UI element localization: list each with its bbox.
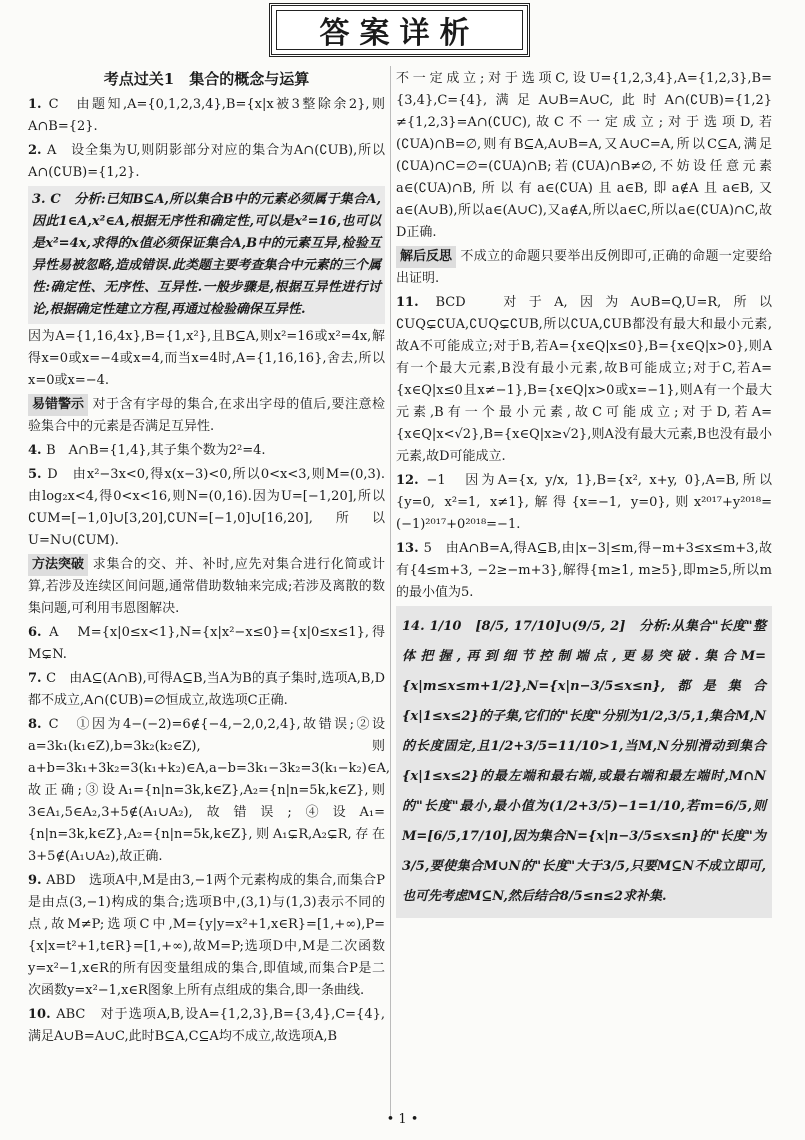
question-number: 14. — [402, 619, 430, 634]
answer-paragraph — [28, 622, 385, 666]
answer-paragraph — [28, 668, 385, 712]
answer-text: C ①因为4−(−2)=6∉{−4,−2,0,2,4},故错误;②设a=3k₁(k₁∈Z),b=3k₂(k₂∈Z),则a+b=3k₁+3k₂=3(k₁+k₂)∈A,a−b=3k₁−3k₂=3(k₁−k₂)∈A,故正确;③设A₁={n|n=3k,k∈Z},A₂={n|n=5k,k∈Z},则3∈A₁,5∈A₂,3+5∉(A₁∪A₂),故错误;④设A₁={n|n=3k,k∈Z},A₂={n|n=5k,k∈Z},则A₁⊊R,A₂⊊R,存在3+5∉(A₁∪A₂),故正确. — [28, 717, 390, 864]
answer-paragraph — [396, 606, 772, 918]
question-number: 9. — [28, 873, 47, 888]
question-number: 7. — [28, 671, 47, 686]
section-title: 考点过关1 集合的概念与运算 — [103, 70, 310, 88]
question-number: 5. — [28, 467, 48, 482]
page-number: • 1 • — [386, 1112, 419, 1127]
answer-paragraph — [28, 1004, 385, 1048]
answer-text: C 分析:已知B⊆A,所以集合B中的元素必须属于集合A,因此1∈A,x²∈A,根据无序性和确定性,可以是x²=16,也可以是x²=4x,求得的x值必须保证集合A,B中的元素互异,检验互异性易被忽略,造成错误.此类题主要考查集合中元素的三个属性:确定性、无序性、互异性.一般步骤是,根据互异性进行讨论,根据确定性建立方程,再通过检验确保互异性. — [32, 192, 381, 317]
question-number: 13. — [396, 541, 424, 556]
answer-text: ABD 选项A中,M是由3,−1两个元素构成的集合,而集合P是由点(3,−1)构成的集合;选项B中,(3,1)与(1,3)表示不同的点,故M≠P;选项C中,M={y|y=x²+1,x∈R}=[1,+∞),P={x|x=t²+1,t∈R}=[1,+∞),故M=P;选项D中,M是二次函数y=x²−1,x∈R的所有因变量组成的集合,即值域,而集合P是二次函数y=x²−1,x∈R图象上所有点组成的集合,即一条曲线. — [28, 873, 385, 998]
note-tag: 解后反思 — [396, 246, 456, 268]
answer-paragraph — [28, 140, 385, 184]
answer-text: ABC 对于选项A,B,设A={1,2,3},B={3,4},C={4},满足A∪B=A∪C,此时B⊆A,C⊆A均不成立,故选项A,B — [28, 1007, 385, 1044]
answer-text: 求集合的交、并、补时,应先对集合进行化简或计算,若涉及连续区间问题,通常借助数轴来完成;若涉及离散的数集问题,可利用韦恩图解决. — [28, 557, 385, 616]
answer-text: C 由题知,A={0,1,2,3,4},B={x|x被3整除余2},则A∩B={2}. — [28, 97, 386, 134]
answer-text: BCD 对于A,因为A∪B=Q,U=R,所以∁UQ⊊∁UA,∁UQ⊊∁UB,所以∁UA,∁UB都没有最大和最小元素,故A不可能成立;对于B,若A={x∈Q|x≤0},B={x∈Q|x>0},则A有一个最大元素,B没有最小元素,故B可能成立;对于C,若A={x∈Q|x≤0且x≠−1},B={x∈Q|x>0或x=−1},则A有一个最大元素,B有一个最小元素,故C可能成立;对于D,若A={x∈Q|x<√2},B={x∈Q|x≥√2},则A没有最大元素,B也没有最小元素,故D可能成立. — [396, 295, 772, 464]
question-number: 6. — [28, 625, 50, 640]
left-column — [28, 68, 390, 1050]
question-number: 11. — [396, 295, 436, 310]
answer-text: 不成立的命题只要举出反例即可,正确的命题一定要给出证明. — [396, 249, 772, 286]
left-column-body — [28, 94, 390, 1048]
answer-paragraph — [396, 292, 772, 468]
answer-paragraph — [28, 870, 385, 1002]
question-number: 2. — [28, 143, 47, 158]
answer-paragraph — [28, 554, 385, 620]
answer-text: B A∩B={1,4},其子集个数为2²=4. — [46, 443, 266, 458]
question-number: 12. — [396, 473, 427, 488]
answer-paragraph — [28, 186, 385, 324]
answer-paragraph — [396, 470, 772, 536]
answer-text: 对于含有字母的集合,在求出字母的值后,要注意检验集合中的元素是否满足互异性. — [28, 397, 385, 434]
right-column — [396, 68, 772, 920]
answer-paragraph — [28, 714, 390, 868]
answer-text: A M={x|0≤x<1},N={x|x²−x≤0}={x|0≤x≤1},得M⊊N. — [28, 625, 385, 662]
note-tag: 易错警示 — [28, 394, 88, 416]
answer-paragraph — [28, 326, 385, 392]
answer-text: C 由A⊆(A∩B),可得A⊆B,当A为B的真子集时,选项A,B,D都不成立,A∩(∁UB)=∅恒成立,故选项C正确. — [28, 671, 385, 708]
answer-paragraph — [396, 246, 772, 290]
answer-text: −1 因为A={x, y/x, 1},B={x², x+y, 0},A=B,所以{y=0, x²=1, x≠1},解得{x=−1, y=0},则x²⁰¹⁷+y²⁰¹⁸=(−1)²⁰¹⁷+0²⁰¹⁸=−1. — [396, 473, 772, 532]
answer-text: D 由x²−3x<0,得x(x−3)<0,所以0<x<3,则M=(0,3).由log₂x<4,得0<x<16,则N=(0,16).因为U=[−1,20],所以∁UM=[−1,0]∪[3,20],∁UN=[−1,0]∪[16,20],所以U=N∪(∁UM). — [28, 467, 385, 548]
question-number: 3. — [32, 192, 51, 207]
banner-title: 答案详析 — [319, 16, 480, 51]
answer-paragraph — [28, 94, 385, 138]
question-number: 8. — [28, 717, 49, 732]
answer-text: 因为A={1,16,4x},B={1,x²},且B⊆A,则x²=16或x²=4x,解得x=0或x=−4或x=4,而当x=4时,A={1,16,16},舍去,所以x=0或x=−4. — [28, 329, 385, 388]
answer-text: 不一定成立;对于选项C,设U={1,2,3,4},A={1,2,3},B={3,4},C={4},满足A∪B=A∪C,此时A∩(∁UB)={1,2}≠{1,2,3}=A∩(∁UC),故C不一定成立;对于选项D,若(∁UA)∩B=∅,则有B⊆A,A∪B=A,又A∪C=A,所以C⊆A,满足(∁UA)∩C=∅=(∁UA)∩B;若(∁UA)∩B≠∅,不妨设任意元素a∈(∁UA)∩B,所以有a∈(∁UA)且a∈B,即a∉A且a∈B,又a∈(A∪B),所以a∈(A∪C),又a∉A,所以a∈C,所以a∈(∁UA)∩C,故D正确. — [396, 71, 772, 240]
answer-paragraph — [396, 538, 772, 604]
question-number: 1. — [28, 97, 49, 112]
answer-text: A 设全集为U,则阴影部分对应的集合为A∩(∁UB),所以A∩(∁UB)={1,2}. — [28, 143, 385, 180]
answer-paragraph — [396, 68, 772, 244]
header-banner — [269, 3, 530, 57]
answer-paragraph — [28, 440, 385, 462]
answer-paragraph — [28, 464, 385, 552]
answer-text: 5 由A∩B=A,得A⊆B,由|x−3|≤m,得−m+3≤x≤m+3,故有{4≤m+3, −2≥−m+3},解得{m≥1, m≥5},即m≥5,所以m的最小值为5. — [396, 541, 772, 600]
answer-paragraph — [28, 394, 385, 438]
note-tag: 方法突破 — [28, 554, 88, 576]
answer-text: 1/10 [8/5, 17/10]∪(9/5, 2] 分析:从集合"长度"整体把握,再到细节控制端点,更易突破.集合M={x|m≤x≤m+1/2},N={x|n−3/5≤x≤n},都是集合{x|1≤x≤2}的子集,它们的"长度"分别为1/2,3/5,1,集合M,N的长度固定,且1/2+3/5=11/10>1,当M,N分别滑动到集合{x|1≤x≤2}的最左端和最右端,或最右端和最左端时,M∩N的"长度"最小,最小值为(1/2+3/5)−1=1/10,若m=6/5,则M=[6/5,17/10],因为集合N={x|n−3/5≤x≤n}的"长度"为3/5,要使集合M∪N的"长度"大于3/5,只要M⊆N不成立即可,也可先考虑M⊆N,然后结合8/5≤n≤2求补集. — [402, 619, 766, 904]
question-number: 10. — [28, 1007, 57, 1022]
right-column-body — [396, 68, 772, 918]
question-number: 4. — [28, 443, 47, 458]
column-divider — [390, 66, 391, 1116]
